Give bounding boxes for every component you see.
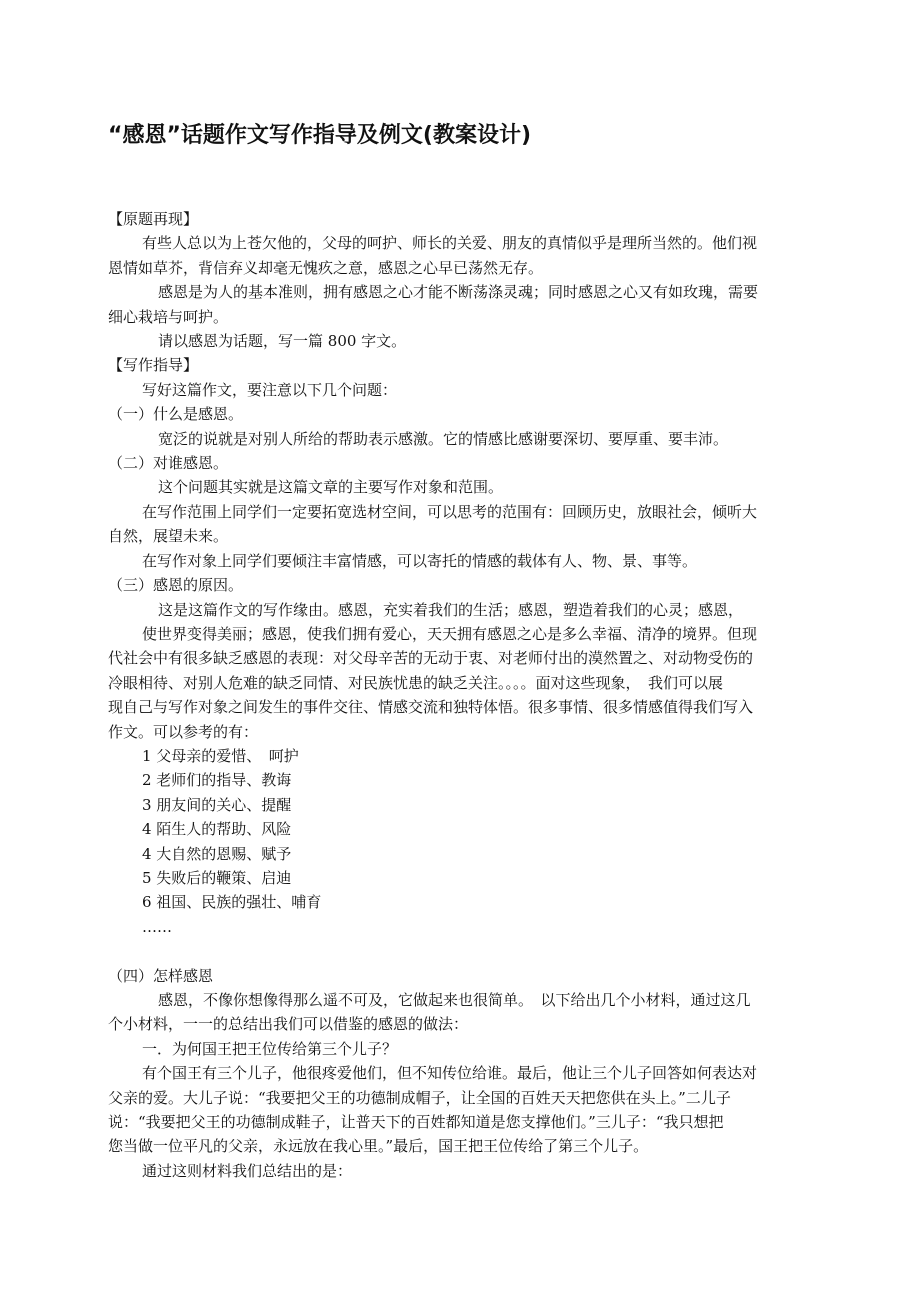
text-line: 这个问题其实就是这篇文章的主要写作对象和范围。 bbox=[158, 478, 504, 497]
text-line: 有些人总以为上苍欠他的，父母的呵护、师长的关爱、朋友的真情似乎是理所当然的。他们视 bbox=[142, 234, 758, 253]
text-line: 感恩，不像你想像得那么遥不可及，它做起来也很简单。 以下给出几个小材料，通过这几 bbox=[158, 990, 751, 1009]
text-line: …… bbox=[142, 917, 172, 936]
text-line: 4 陌生人的帮助、风险 bbox=[142, 820, 292, 839]
text-line: 宽泛的说就是对别人所给的帮助表示感激。它的情感比感谢要深切、要厚重、要丰沛。 bbox=[158, 429, 729, 448]
text-line: 个小材料，一一的总结出我们可以借鉴的感恩的做法： bbox=[108, 1015, 469, 1034]
text-line: 【写作指导】 bbox=[108, 356, 199, 375]
text-line: 自然，展望未来。 bbox=[108, 527, 229, 546]
text-line: 细心栽培与呵护。 bbox=[108, 307, 229, 326]
text-line: 现自己与写作对象之间发生的事件交往、情感交流和独特体悟。很多事情、很多情感值得我们写入 bbox=[108, 698, 754, 717]
text-line: 1 父母亲的爱惜、 呵护 bbox=[142, 746, 299, 765]
text-line: 父亲的爱。大儿子说：“我要把父王的功德制成帽子，让全国的百姓天天把您供在头上。”二儿子 bbox=[108, 1088, 731, 1107]
text-line: 有个国王有三个儿子，他很疼爱他们，但不知传位给谁。最后，他让三个儿子回答如何表达对 bbox=[142, 1064, 758, 1083]
text-line: 您当做一位平凡的父亲，永远放在我心里。”最后，国王把王位传给了第三个儿子。 bbox=[108, 1137, 649, 1156]
text-line: 请以感恩为话题，写一篇 800 字文。 bbox=[158, 332, 407, 351]
text-line: 通过这则材料我们总结出的是： bbox=[142, 1161, 353, 1180]
blank-line bbox=[108, 939, 814, 963]
text-line: 2 老师们的指导、教诲 bbox=[142, 771, 292, 790]
text-line: 感恩是为人的基本准则，拥有感恩之心才能不断荡涤灵魂；同时感恩之心又有如玫瑰，需要 bbox=[158, 283, 759, 302]
text-line: （三）感恩的原因。 bbox=[108, 576, 244, 595]
text-line: 作文。可以参考的有： bbox=[108, 722, 259, 741]
text-line: 6 祖国、民族的强壮、哺育 bbox=[142, 893, 322, 912]
text-line: 5 失败后的鞭策、启迪 bbox=[142, 868, 292, 887]
document-title: “感恩”话题作文写作指导及例文(教案设计) bbox=[108, 123, 532, 148]
text-line: 在写作范围上同学们一定要拓宽选材空间，可以思考的范围有：回顾历史，放眼社会，倾听大 bbox=[142, 502, 758, 521]
text-line: 代社会中有很多缺乏感恩的表现：对父母辛苦的无动于衷、对老师付出的漠然置之、对动物受伤的 bbox=[108, 649, 754, 668]
text-line: 恩情如草芥，背信弃义却毫无愧疚之意，感恩之心早已荡然无存。 bbox=[108, 258, 544, 277]
text-line: 【原题再现】 bbox=[108, 210, 199, 228]
text-line: 3 朋友间的关心、提醒 bbox=[142, 795, 292, 814]
text-line: 冷眼相待、对别人危难的缺乏同情、对民族忧患的缺乏关注。。。。面对这些现象， 我们可以展 bbox=[108, 673, 724, 692]
text-line: （一）什么是感恩。 bbox=[108, 405, 244, 424]
text-line: （二）对谁感恩。 bbox=[108, 454, 229, 473]
text-line: 使世界变得美丽；感恩，使我们拥有爱心，天天拥有感恩之心是多么幸福、清净的境界。但现 bbox=[142, 624, 758, 643]
text-line: 4 大自然的恩赐、赋予 bbox=[142, 844, 292, 863]
text-line: （四）怎样感恩 bbox=[108, 966, 214, 985]
text-line: 说：“我要把父王的功德制成鞋子，让普天下的百姓都知道是您支撑他们。”三儿子：“我只想把 bbox=[108, 1113, 724, 1132]
text-line: 一．为何国王把王位传给第三个儿子？ bbox=[142, 1039, 398, 1058]
text-line: 这是这篇作文的写作缘由。感恩，充实着我们的生活；感恩，塑造着我们的心灵；感恩， bbox=[158, 600, 744, 619]
document-body bbox=[108, 207, 814, 1183]
text-line: 写好这篇作文，要注意以下几个问题： bbox=[142, 380, 398, 399]
text-line: 在写作对象上同学们要倾注丰富情感，可以寄托的情感的载体有人、物、景、事等。 bbox=[142, 551, 698, 570]
